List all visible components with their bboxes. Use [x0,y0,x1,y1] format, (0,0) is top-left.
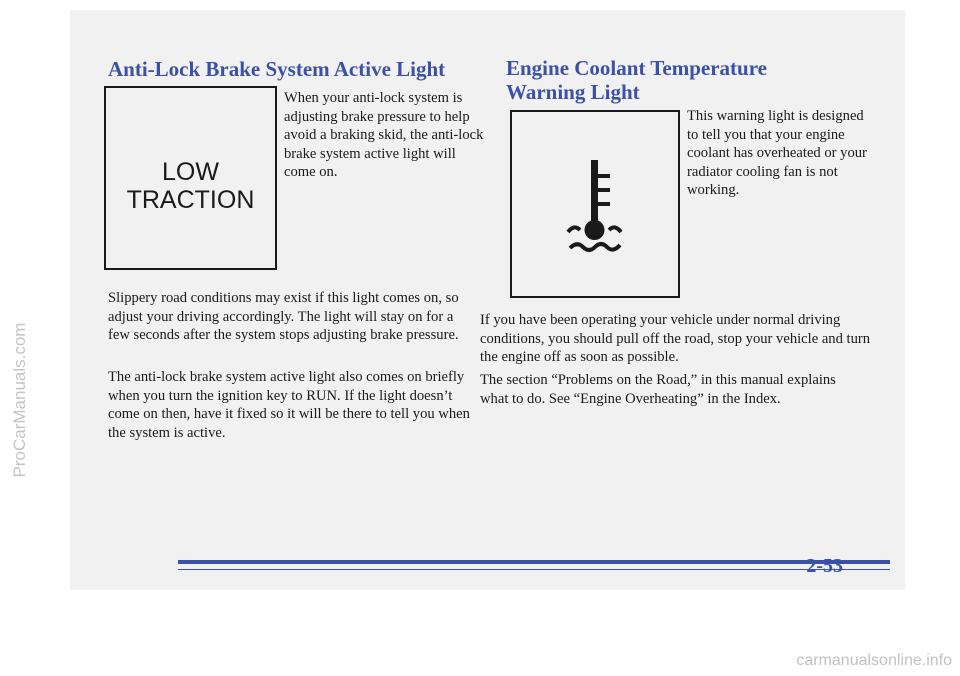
manual-page [70,10,905,590]
coolant-heading-line-2: Warning Light [506,80,640,104]
coolant-paragraph-1: If you have been operating your vehicle under normal driving conditions, you should pull off the road, stop your vehicle and turn the engine off as soon as possible. [480,312,871,366]
abs-paragraph-1: Slippery road conditions may exist if this light comes on, so adjust your driving accordingly. The light will stay on for a few seconds after the system stops adjusting brake pressure. [108,290,459,344]
abs-paragraph-2: The anti-lock brake system active light also comes on briefly when you turn the ignition key to RUN. If the light doesn’t come on then, have it fixed so it will be there to tell you when the system is active. [108,369,470,441]
footer-rule [178,559,890,579]
coolant-intro-text: This warning light is designed to tell you that your engine coolant has overheated or your radiator cooling fan is not working. [687,108,867,199]
low-traction-indicator [104,86,277,270]
watermark-text: ProCarManuals.com [10,322,29,478]
indicator-line-low: LOW [162,158,219,186]
coolant-paragraph-2: The section “Problems on the Road,” in this manual explains what to do. See “Engine Overheating” in the Index. [480,372,836,407]
indicator-line-traction: TRACTION [126,186,255,214]
abs-heading-text: Anti-Lock Brake System Active Light [108,57,446,81]
coolant-warning-heading [506,56,767,104]
coolant-temperature-icon [510,110,680,298]
page-number: 2-53 [806,555,843,577]
watermark [10,270,30,670]
coolant-heading-line-1: Engine Coolant Temperature [506,56,767,80]
abs-active-light-heading [108,57,445,81]
low-traction-label [106,158,275,214]
abs-intro-text: When your anti-lock system is adjusting brake pressure to help avoid a braking skid, the anti-lock brake system active light will come on. [284,90,484,181]
coolant-temperature-indicator [510,110,680,298]
site-url: carmanualsonline.info [796,652,952,669]
